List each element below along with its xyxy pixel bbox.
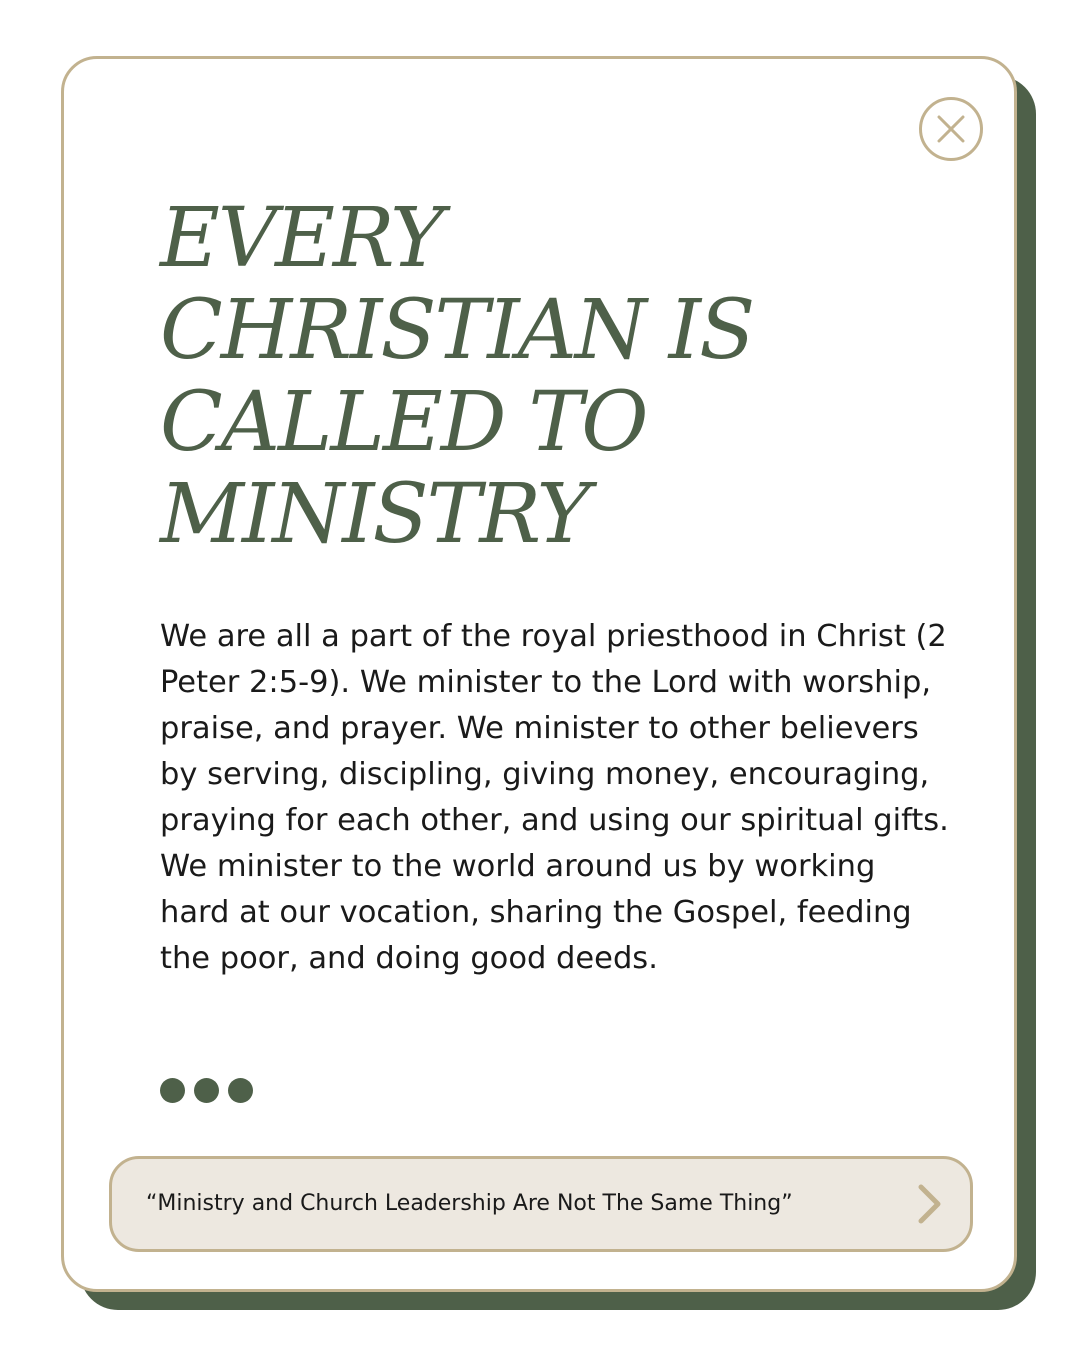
- body-text: We are all a part of the royal priesthood in Christ (2 Peter 2:5-9). We minister to the Lord with worship, praise, and prayer. We minister to other believers by serving, discipling, giving money, encouraging, praying for each other, and using our spiritual gifts. We minister to the world around us by working hard at our vocation, sharing the Gospel, feeding the poor, and doing good deeds.: [160, 619, 949, 976]
- close-button[interactable]: [919, 97, 983, 161]
- info-card: [61, 56, 1017, 1292]
- dot: [160, 1078, 185, 1103]
- more-dots-icon: [160, 1078, 253, 1103]
- close-icon: [937, 115, 965, 143]
- related-article-link[interactable]: [109, 1156, 973, 1252]
- related-article-label: “Ministry and Church Leadership Are Not The Same Thing”: [146, 1191, 793, 1216]
- chevron-right-icon: [916, 1184, 944, 1224]
- dot: [194, 1078, 219, 1103]
- dot: [228, 1078, 253, 1103]
- page-title: EVERY CHRISTIAN IS CALLED TO MINISTRY: [160, 191, 754, 562]
